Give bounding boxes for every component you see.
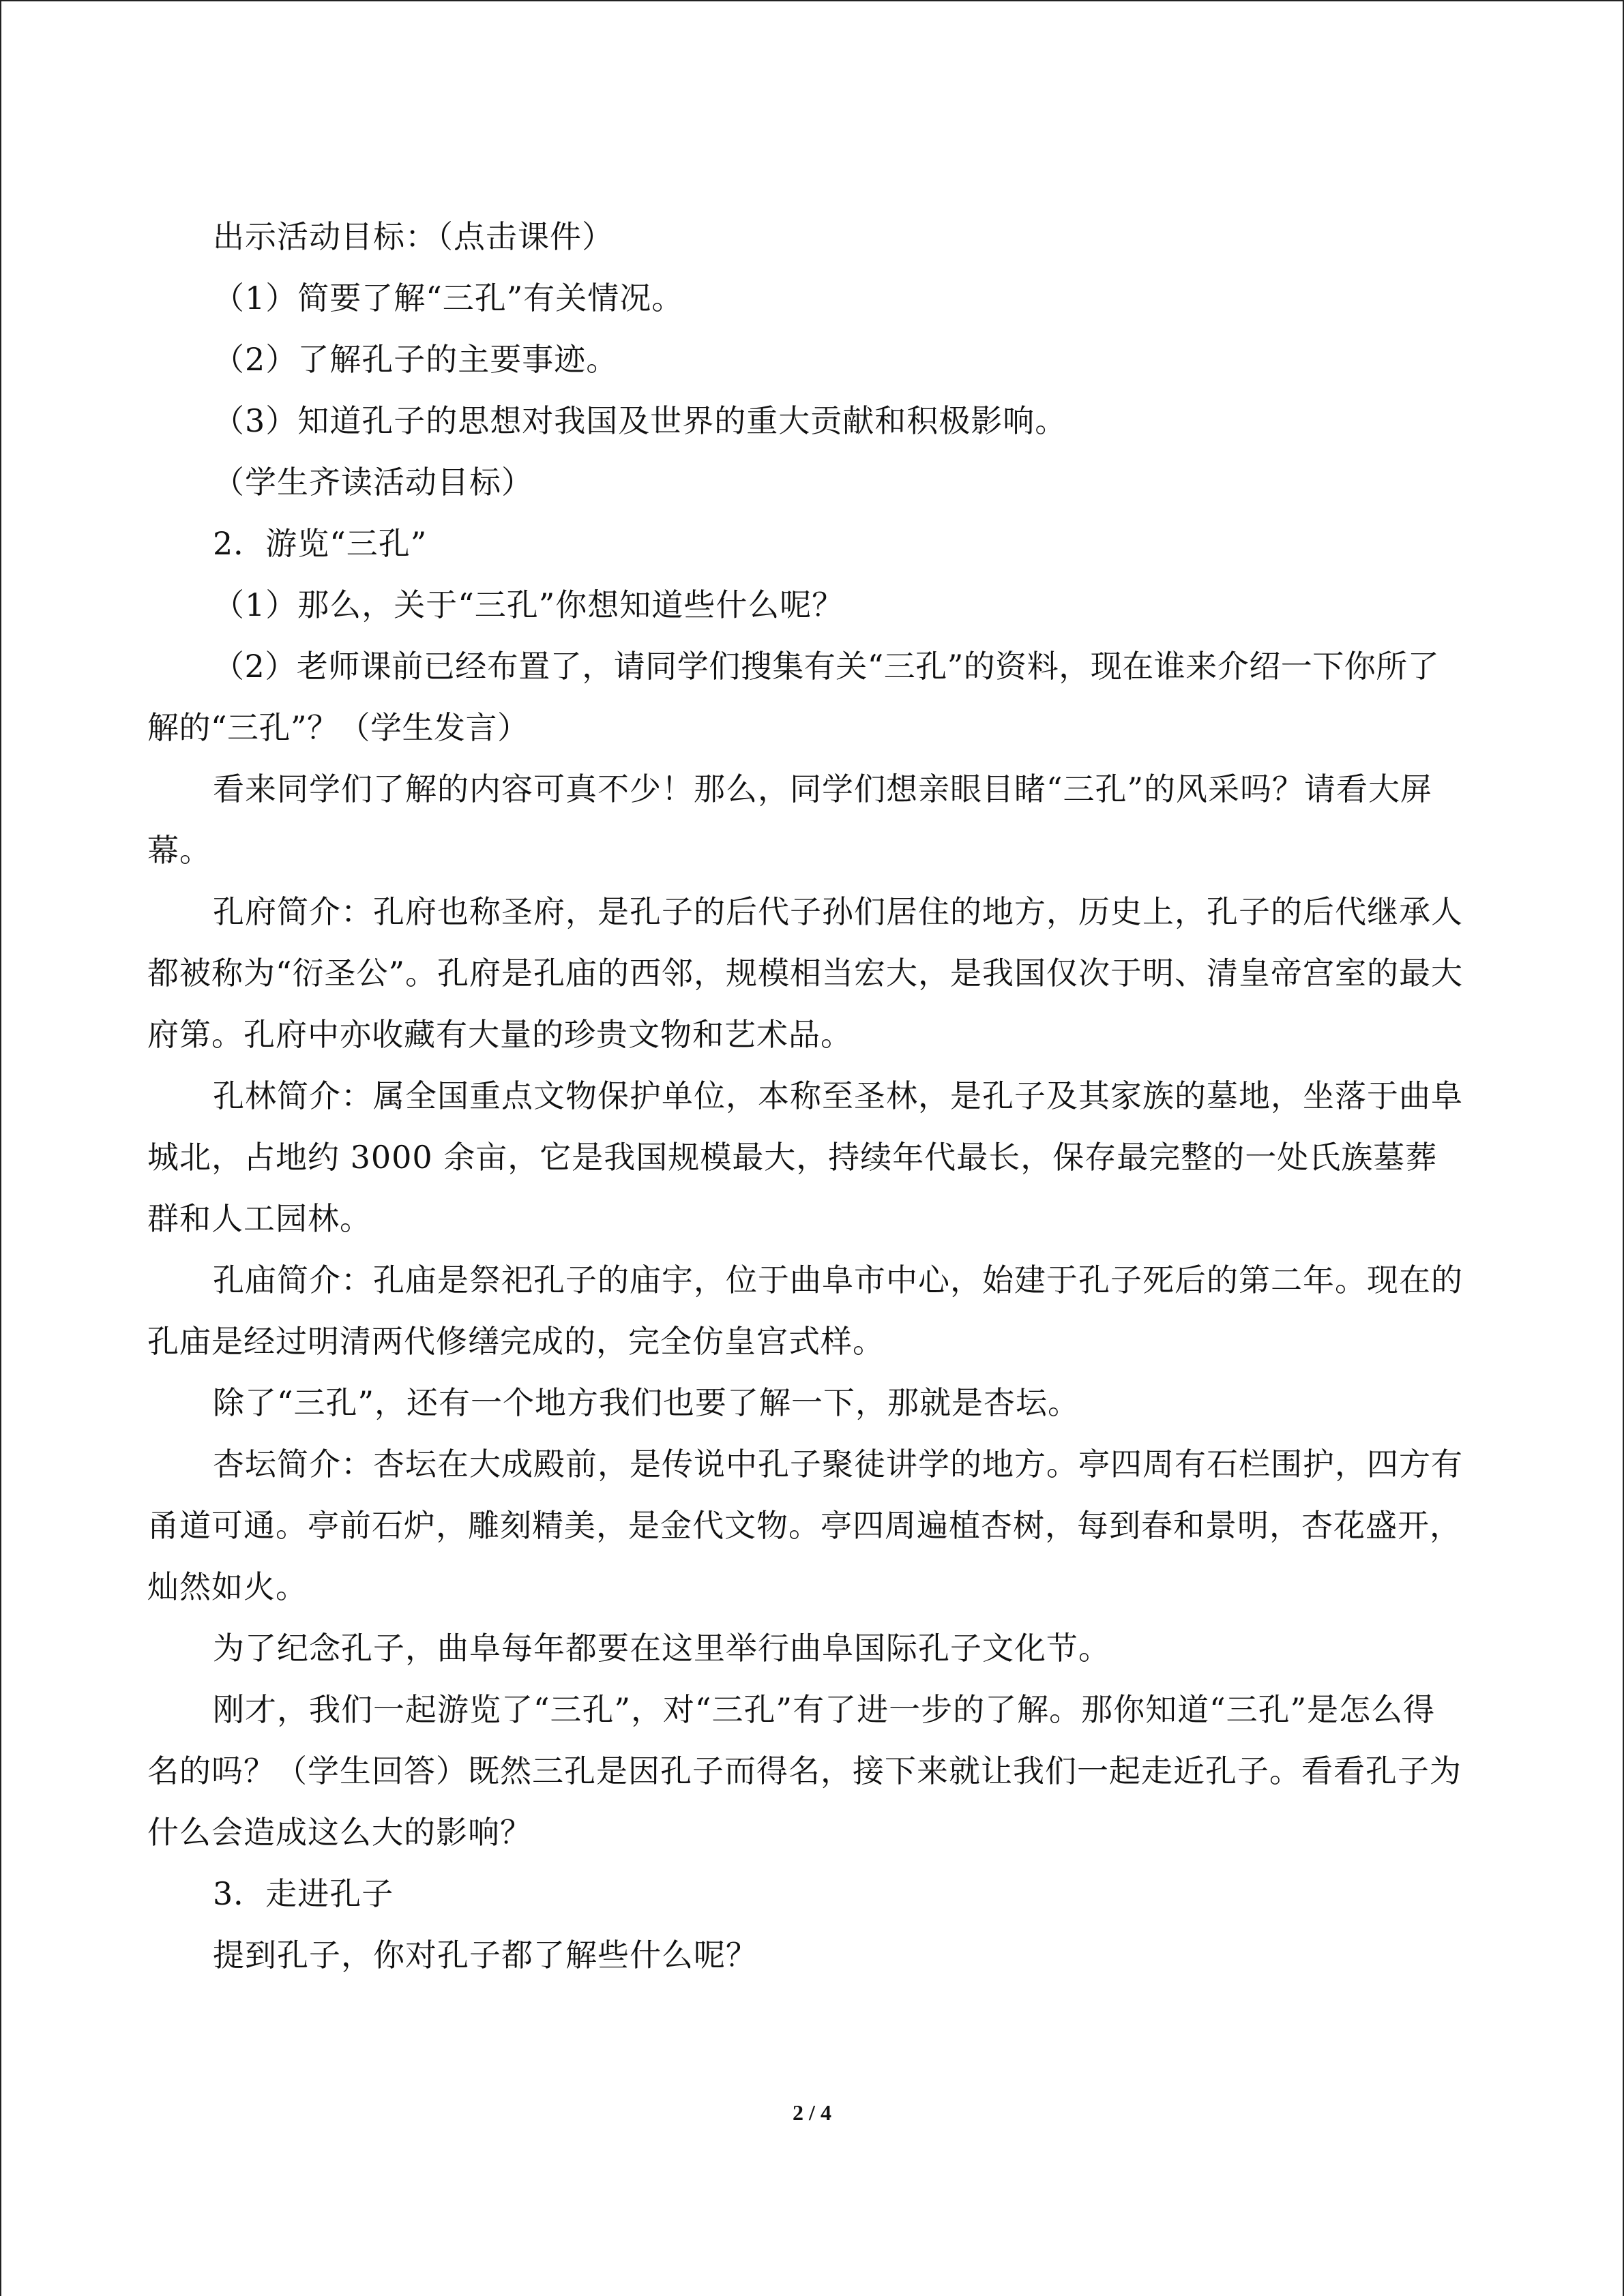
paragraph-goal-3: （3）知道孔子的思想对我国及世界的重大贡献和积极影响。 — [213, 402, 1067, 439]
paragraph-xingtan-transition: 除了“三孔”，还有一个地方我们也要了解一下，那就是杏坛。 — [213, 1384, 1080, 1421]
paragraph-kongfu-intro: 孔府简介：孔府也称圣府，是孔子的后代子孙们居住的地方，历史上，孔子的后代继承人都被称为“衍圣公”。孔府是孔庙的西邻，规模相当宏大，是我国仅次于明、清皇帝宫室的最大府第。孔府中亦收藏有大量的珍贵文物和艺术品。 — [147, 893, 1464, 1053]
document-body — [147, 206, 1467, 1986]
paragraph-goal-1: （1）简要了解“三孔”有关情况。 — [213, 280, 684, 316]
paragraph-big-screen: 看来同学们了解的内容可真不少！那么，同学们想亲眼目睹“三孔”的风采吗？请看大屏幕。 — [147, 771, 1433, 869]
paragraph-konglin-intro: 孔林简介：属全国重点文物保护单位，本称至圣林，是孔子及其家族的墓地，坐落于曲阜城北，占地约 3000 余亩，它是我国规模最大，持续年代最长，保存最完整的一处氏族墓葬群和人工园林。 — [147, 1077, 1463, 1237]
paragraph-festival: 为了纪念孔子，曲阜每年都要在这里举行曲阜国际孔子文化节。 — [213, 1630, 1110, 1667]
paragraph-confucius-question: 提到孔子，你对孔子都了解些什么呢？ — [213, 1937, 758, 1973]
paragraph-naming-question: 刚才，我们一起游览了“三孔”，对“三孔”有了进一步的了解。那你知道“三孔”是怎么得名的吗？（学生回答）既然三孔是因孔子而得名，接下来就让我们一起走近孔子。看看孔子为什么会造成这么大的影响？ — [147, 1691, 1462, 1851]
page-number: 2 / 4 — [793, 2100, 831, 2125]
paragraph-question-2: （2）老师课前已经布置了，请同学们搜集有关“三孔”的资料，现在谁来介绍一下你所了解的“三孔”？（学生发言） — [147, 648, 1440, 746]
paragraph-goal-2: （2）了解孔子的主要事迹。 — [213, 341, 619, 378]
section-heading-tour: 2．游览“三孔” — [213, 525, 428, 562]
section-heading-confucius: 3．走进孔子 — [213, 1875, 394, 1912]
paragraph-kongmiao-intro: 孔庙简介：孔庙是祭祀孔子的庙宇，位于曲阜市中心，始建于孔子死后的第二年。现在的孔庙是经过明清两代修缮完成的，完全仿皇宫式样。 — [147, 1262, 1463, 1360]
paragraph-question-1: （1）那么，关于“三孔”你想知道些什么呢？ — [213, 586, 844, 623]
paragraph-activity-goals-heading: 出示活动目标：（点击课件） — [213, 218, 614, 255]
paragraph-read-goals: （学生齐读活动目标） — [213, 464, 533, 501]
paragraph-xingtan-intro: 杏坛简介：杏坛在大成殿前，是传说中孔子聚徒讲学的地方。亭四周有石栏围护，四方有甬道可通。亭前石炉，雕刻精美，是金代文物。亭四周遍植杏树，每到春和景明，杏花盛开，灿然如火。 — [147, 1446, 1463, 1605]
